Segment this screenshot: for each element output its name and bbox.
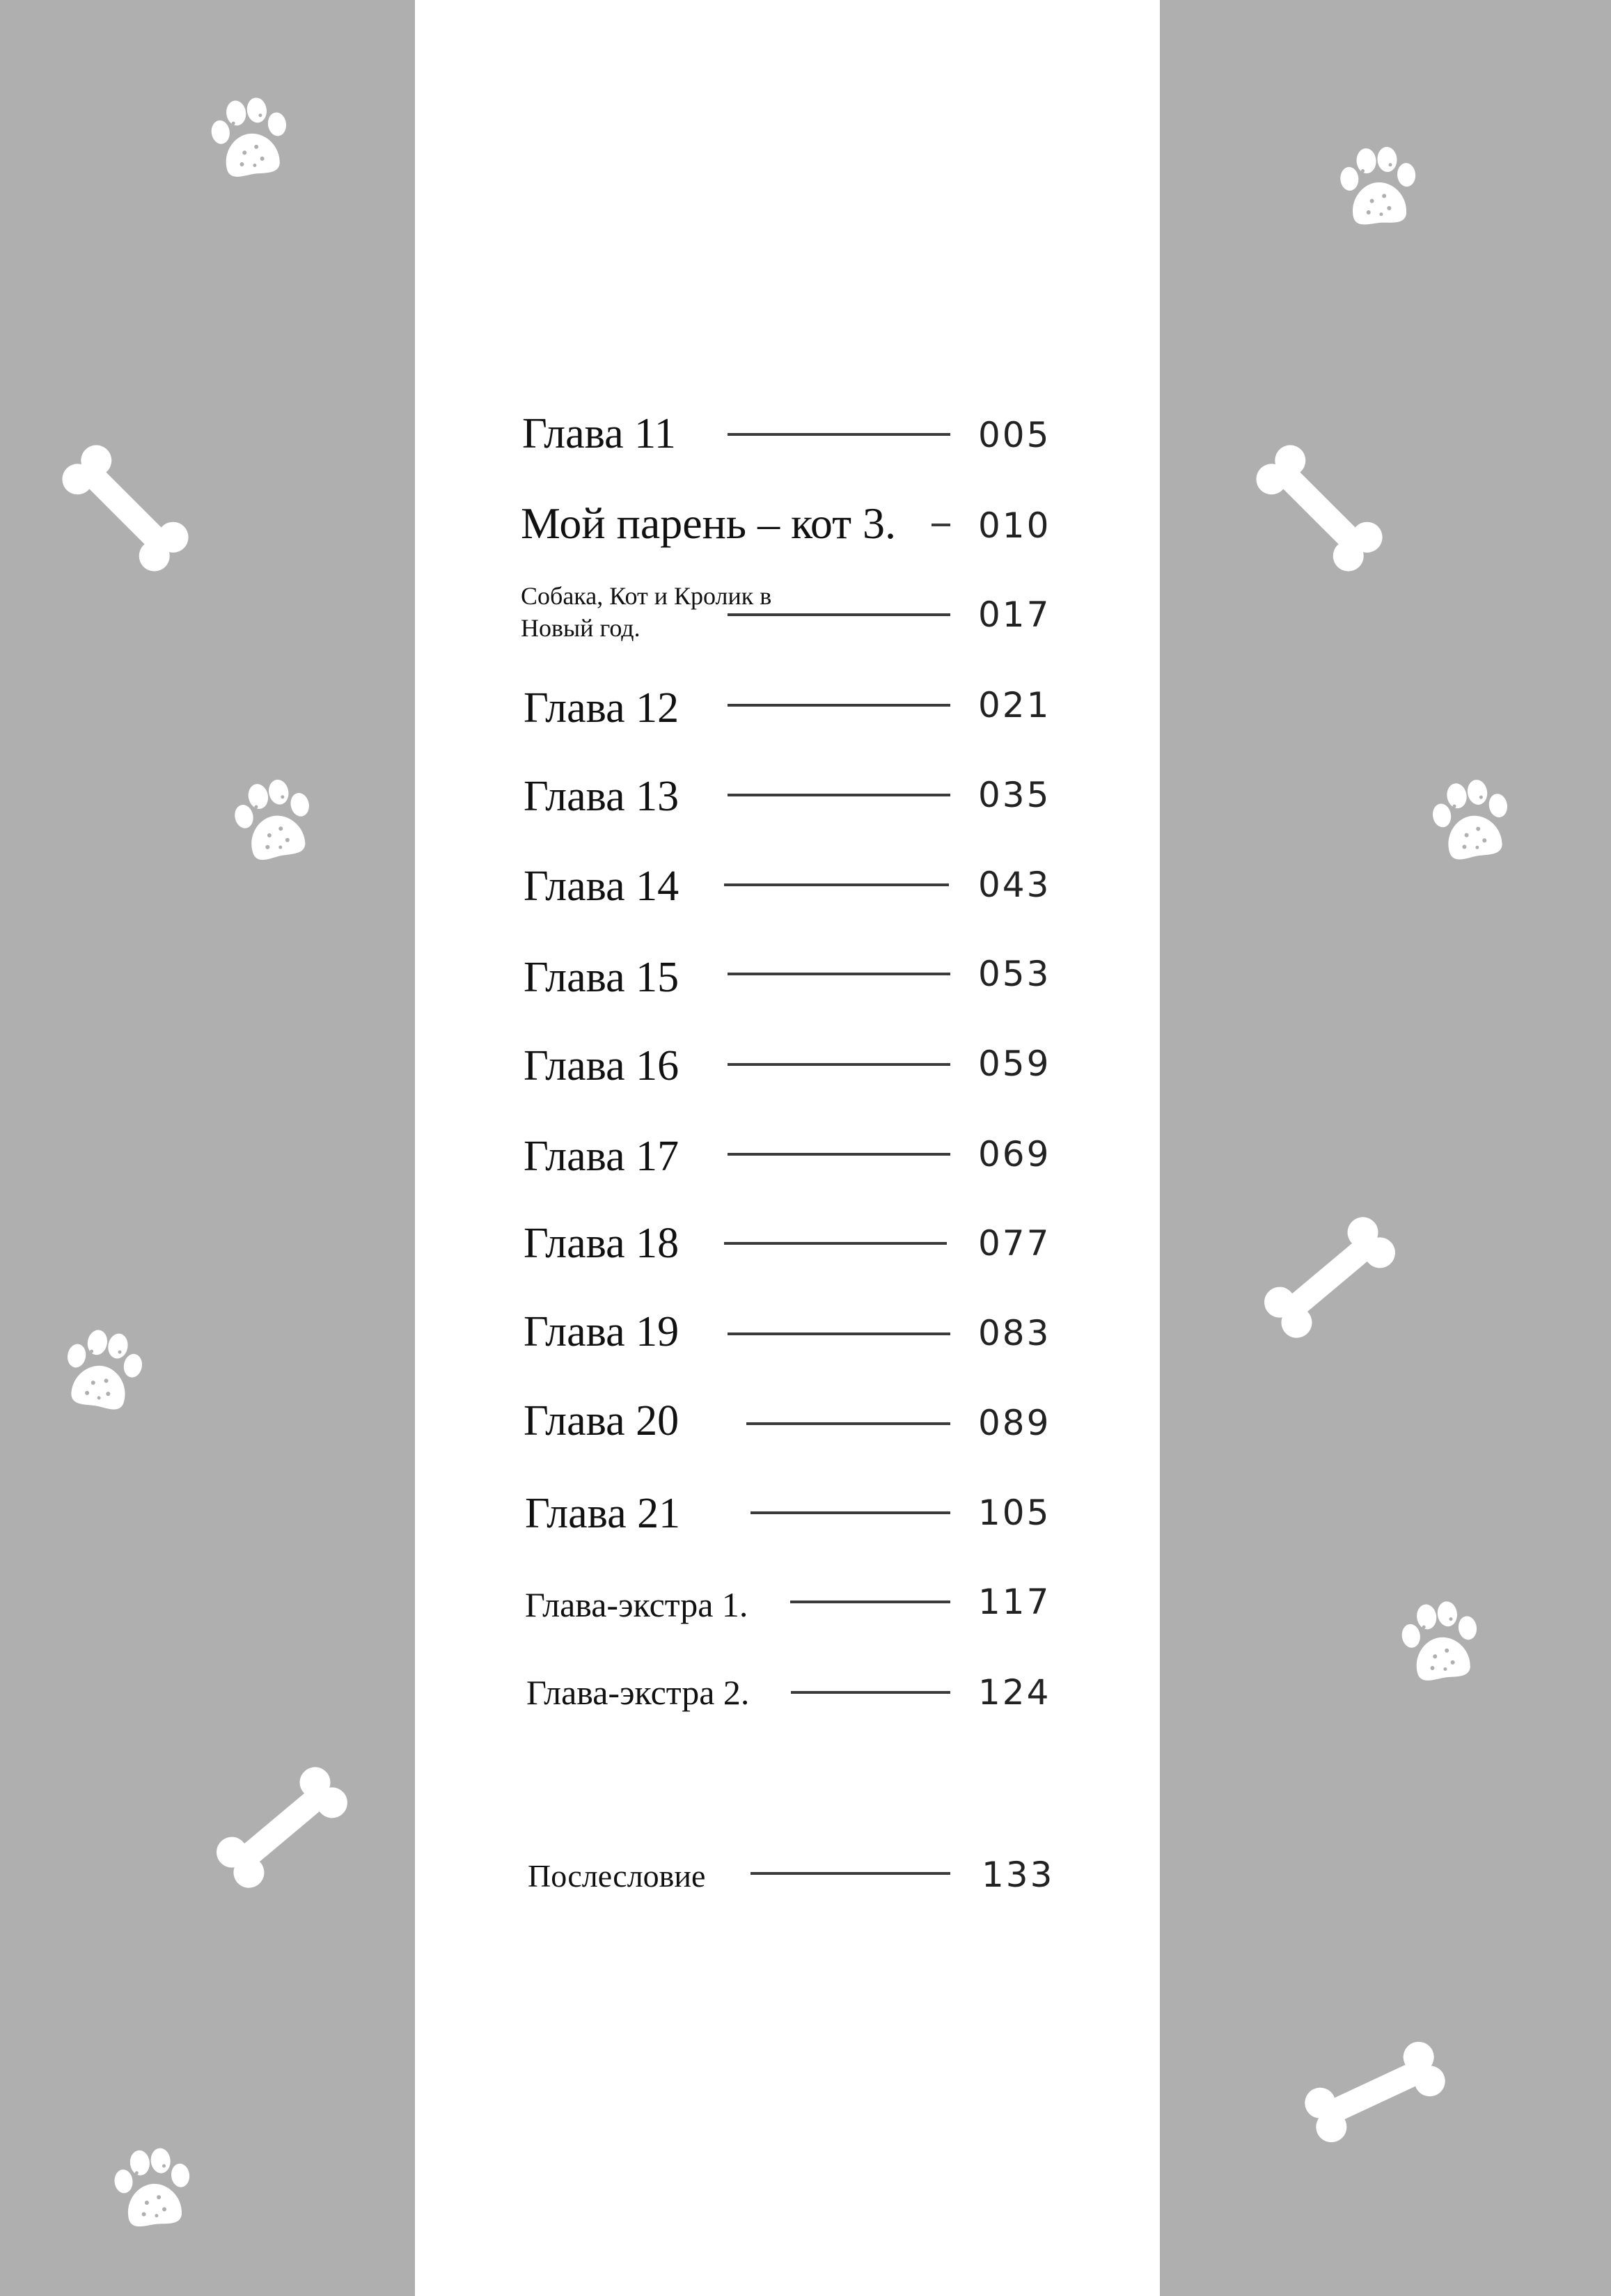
toc-entry-title: Глава 21	[525, 1490, 681, 1537]
toc-page-number: 077	[978, 1223, 1051, 1264]
toc-entry-title: Новый год.	[521, 614, 641, 642]
toc-entry-title: Глава 20	[524, 1397, 679, 1445]
toc-leader-line	[728, 613, 950, 616]
toc-page-number: 043	[978, 865, 1051, 905]
toc-page-number: 069	[978, 1134, 1051, 1174]
toc-page-number: 017	[978, 595, 1051, 635]
bone-icon	[1232, 421, 1406, 595]
toc-leader-line	[728, 973, 950, 975]
toc-leader-line	[724, 883, 949, 886]
toc-leader-line	[728, 433, 950, 436]
bone-icon	[1243, 1190, 1417, 1365]
toc-page-number: 117	[978, 1582, 1051, 1622]
toc-page-number: 105	[978, 1493, 1051, 1533]
toc-entry-title: Глава 16	[524, 1042, 679, 1090]
paw-icon	[97, 2141, 209, 2252]
toc-leader-line	[790, 1601, 950, 1603]
toc-entry-title: Послесловие	[528, 1858, 706, 1894]
paw-icon	[195, 91, 306, 202]
toc-leader-line	[724, 1242, 947, 1245]
toc-page-number: 133	[982, 1855, 1055, 1895]
toc-entry-title: Глава-экстра 1.	[525, 1585, 748, 1624]
toc-page-number: 083	[978, 1313, 1051, 1353]
toc-page-number: 021	[978, 685, 1051, 725]
right-side-panel	[1160, 0, 1611, 2296]
toc-page-number: 053	[978, 954, 1051, 994]
toc-leader-line	[791, 1691, 950, 1694]
toc-leader-line	[728, 704, 950, 707]
paw-icon	[1323, 139, 1434, 251]
toc-page-number: 035	[978, 775, 1051, 815]
toc-entry-title: Глава 14	[524, 863, 679, 910]
bone-icon	[38, 421, 212, 595]
toc-leader-line	[746, 1422, 950, 1425]
toc-page-number: 010	[978, 505, 1051, 546]
toc-leader-line	[751, 1511, 950, 1514]
toc-leader-line	[751, 1872, 950, 1875]
toc-entry-title: Глава 17	[524, 1133, 679, 1180]
toc-entry-title: Собака, Кот и Кролик в	[521, 582, 772, 610]
toc-entry-title: Глава 18	[524, 1220, 679, 1267]
toc-leader-line	[728, 1332, 950, 1335]
toc-entry-title: Глава 12	[524, 684, 679, 732]
toc-entry-title: Мой парень – кот 3.	[521, 498, 897, 548]
toc-page-number: 089	[978, 1403, 1051, 1443]
toc-entry-title: Глава 15	[524, 954, 679, 1001]
toc-page-number: 059	[978, 1044, 1051, 1084]
toc-page-number: 124	[978, 1672, 1051, 1713]
toc-entry-title: Глава 19	[524, 1308, 679, 1355]
toc-leader-line	[728, 1153, 950, 1156]
bone-icon	[195, 1740, 369, 1914]
toc-leader-line	[728, 794, 950, 796]
toc-entry-title: Глава 13	[524, 773, 679, 820]
toc-entry-title: Глава 11	[522, 410, 676, 457]
paw-icon	[45, 1323, 157, 1434]
toc-leader-line	[728, 1063, 950, 1066]
bone-icon	[1288, 2005, 1462, 2179]
toc-leader-line	[932, 524, 950, 526]
toc-entry-title: Глава-экстра 2.	[526, 1673, 750, 1712]
toc-page-number: 005	[978, 415, 1051, 455]
paw-icon	[219, 773, 331, 884]
left-side-panel	[0, 0, 415, 2296]
paw-icon	[1417, 773, 1528, 884]
paw-icon	[1385, 1594, 1497, 1706]
